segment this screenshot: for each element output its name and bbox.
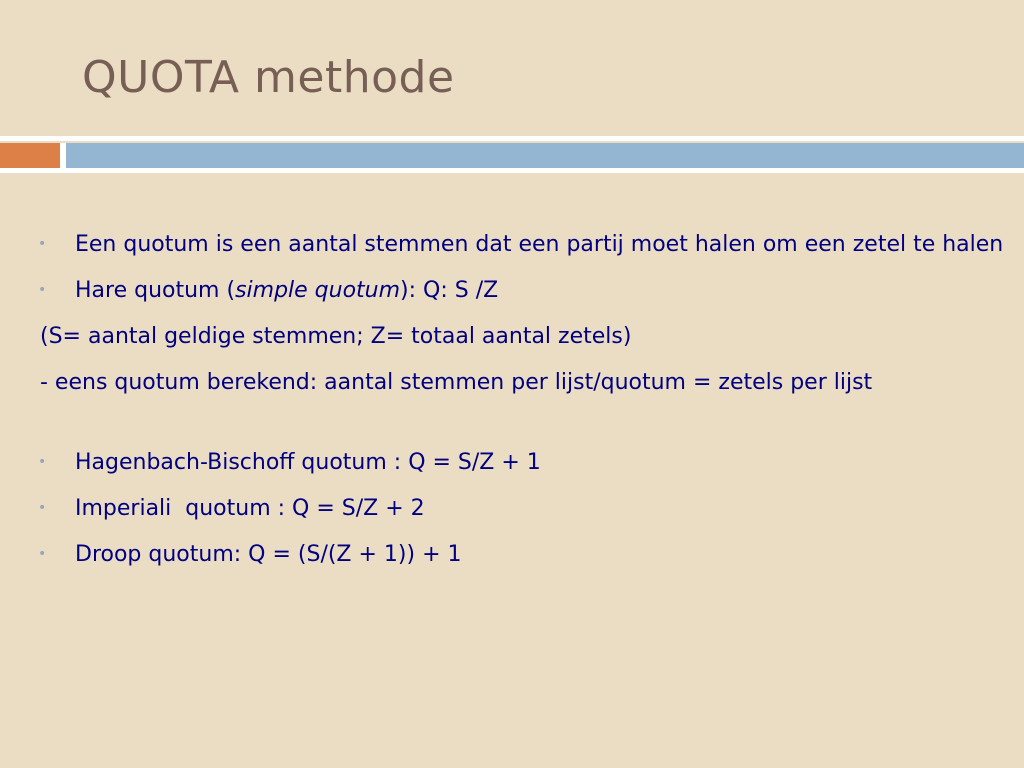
bullet-icon: •	[38, 282, 47, 298]
bullet-item-quotum-definition	[0, 226, 1024, 263]
bullet-text-post: ): Q: S /Z	[400, 278, 499, 303]
accent-bar-blue	[66, 143, 1024, 168]
slide-title: QUOTA methode	[82, 52, 455, 103]
text-line-definitions	[0, 318, 1024, 355]
bullet-item-droop	[0, 536, 1024, 573]
accent-bar-orange	[0, 143, 60, 168]
bullet-text: Hagenbach-Bischoff quotum : Q = S/Z + 1	[75, 450, 541, 475]
bullet-icon: •	[38, 546, 47, 562]
divider-line-bottom	[0, 168, 1024, 173]
bullet-text: Een quotum is een aantal stemmen dat een partij moet halen om een zetel te halen	[75, 232, 1004, 257]
slide-body	[0, 226, 1024, 573]
bullet-item-imperiali	[0, 490, 1024, 527]
bullet-icon: •	[38, 236, 47, 252]
bullet-item-hagenbach-bischoff	[0, 444, 1024, 481]
bullet-text-italic: simple quotum	[235, 278, 401, 303]
plain-text: (S= aantal geldige stemmen; Z= totaal aantal zetels)	[40, 324, 632, 349]
bullet-text: Droop quotum: Q = (S/(Z + 1)) + 1	[75, 542, 462, 567]
bullet-text: Imperiali quotum : Q = S/Z + 2	[75, 496, 425, 521]
divider-line-top	[0, 136, 1024, 141]
bullet-icon: •	[38, 500, 47, 516]
empty-line	[0, 401, 1024, 435]
bullet-item-hare-quotum	[0, 272, 1024, 309]
plain-text: - eens quotum berekend: aantal stemmen per lijst/quotum = zetels per lijst	[40, 370, 873, 395]
bullet-icon: •	[38, 454, 47, 470]
text-line-calculation	[0, 364, 1024, 401]
bullet-text-pre: Hare quotum (	[75, 278, 236, 303]
